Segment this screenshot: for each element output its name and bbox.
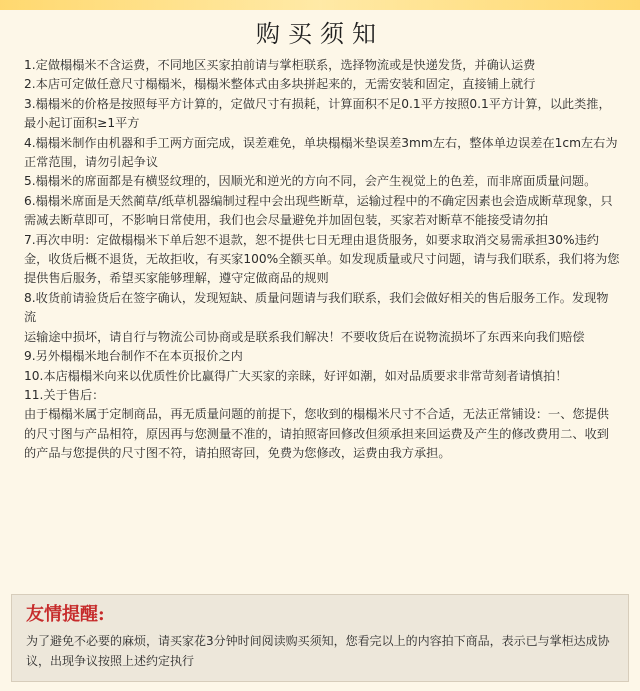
notice-content — [24, 56, 620, 464]
notice-item-2: 2.本店可定做任意尺寸榻榻米，榻榻米整体式由多块拼起来的，无需安装和固定，直接铺上就行 — [24, 77, 536, 92]
top-decorative-band — [0, 0, 640, 10]
title-container — [0, 16, 640, 52]
friendly-reminder-text: 为了避免不必要的麻烦，请买家花3分钟时间阅读购买须知，您看完以上的内容拍下商品，表示已与掌柜达成协议，出现争议按照上述约定执行 — [26, 634, 610, 668]
friendly-reminder-box — [11, 594, 629, 682]
notice-item-1: 1.定做榻榻米不含运费，不同地区买家拍前请与掌柜联系，选择物流或是快递发货，并确认运费 — [24, 58, 536, 72]
page-title: 购买须知 — [256, 20, 384, 48]
notice-item-6: 6.榻榻米席面是天然蔺草/纸草机器编制过程中会出现些断草，运输过程中的不确定因素也会造成断草现象，只需减去断草即可，不影响日常使用，我们也会尽量避免并加固包装，买家若对断草不能接受请勿拍 — [24, 193, 613, 228]
notice-item-7: 7.再次申明：定做榻榻米下单后恕不退款，恕不提供七日无理由退货服务，如要求取消交易需承担30%违约金，收货后概不退货，无故拒收，有买家100%全额买单。如发现质量或尺寸问题，请与我们联系，我们将为您提供售后服务，希望买家能够理解，遵守定做商品的规则 — [24, 232, 620, 286]
notice-item-8-continued: 运输途中损坏，请自行与物流公司协商或是联系我们解决！不要收货后在说物流损坏了东西来向我们赔偿 — [24, 329, 585, 344]
notice-item-11-body: 由于榻榻米属于定制商品，再无质量问题的前提下，您收到的榻榻米尺寸不合适，无法正常铺设：一、您提供的尺寸图与产品相符，原因再与您测量不准的，请拍照寄回修改但须承担来回运费及产生的修改费用二、收到的产品与您提供的尺寸图不符，请拍照寄回，免费为您修改，运费由我方承担。 — [24, 407, 609, 461]
friendly-reminder-title: 友情提醒: — [26, 604, 105, 625]
notice-item-3: 3.榻榻米的价格是按照每平方计算的，定做尺寸有损耗，计算面积不足0.1平方按照0.1平方计算，以此类推，最小起订面积≥1平方 — [24, 96, 611, 131]
notice-item-10: 10.本店榻榻米向来以优质性价比赢得广大买家的亲睐，好评如潮，如对品质要求非常苛刻者请慎拍！ — [24, 368, 568, 383]
notice-item-8: 8.收货前请验货后在签字确认，发现短缺、质量问题请与我们联系，我们会做好相关的售后服务工作。发现物流 — [24, 290, 609, 325]
notice-item-9: 9.另外榻榻米地台制作不在本页报价之内 — [24, 349, 243, 364]
notice-item-11-heading: 11.关于售后： — [24, 387, 105, 402]
notice-item-5: 5.榻榻米的席面都是有横竖纹理的，因顺光和逆光的方向不同，会产生视觉上的色差，而非席面质量问题。 — [24, 174, 597, 189]
notice-item-4: 4.榻榻米制作由机器和手工两方面完成，误差难免，单块榻榻米垫误差3mm左右，整体单边误差在1cm左右为正常范围，请勿引起争议 — [24, 135, 618, 170]
